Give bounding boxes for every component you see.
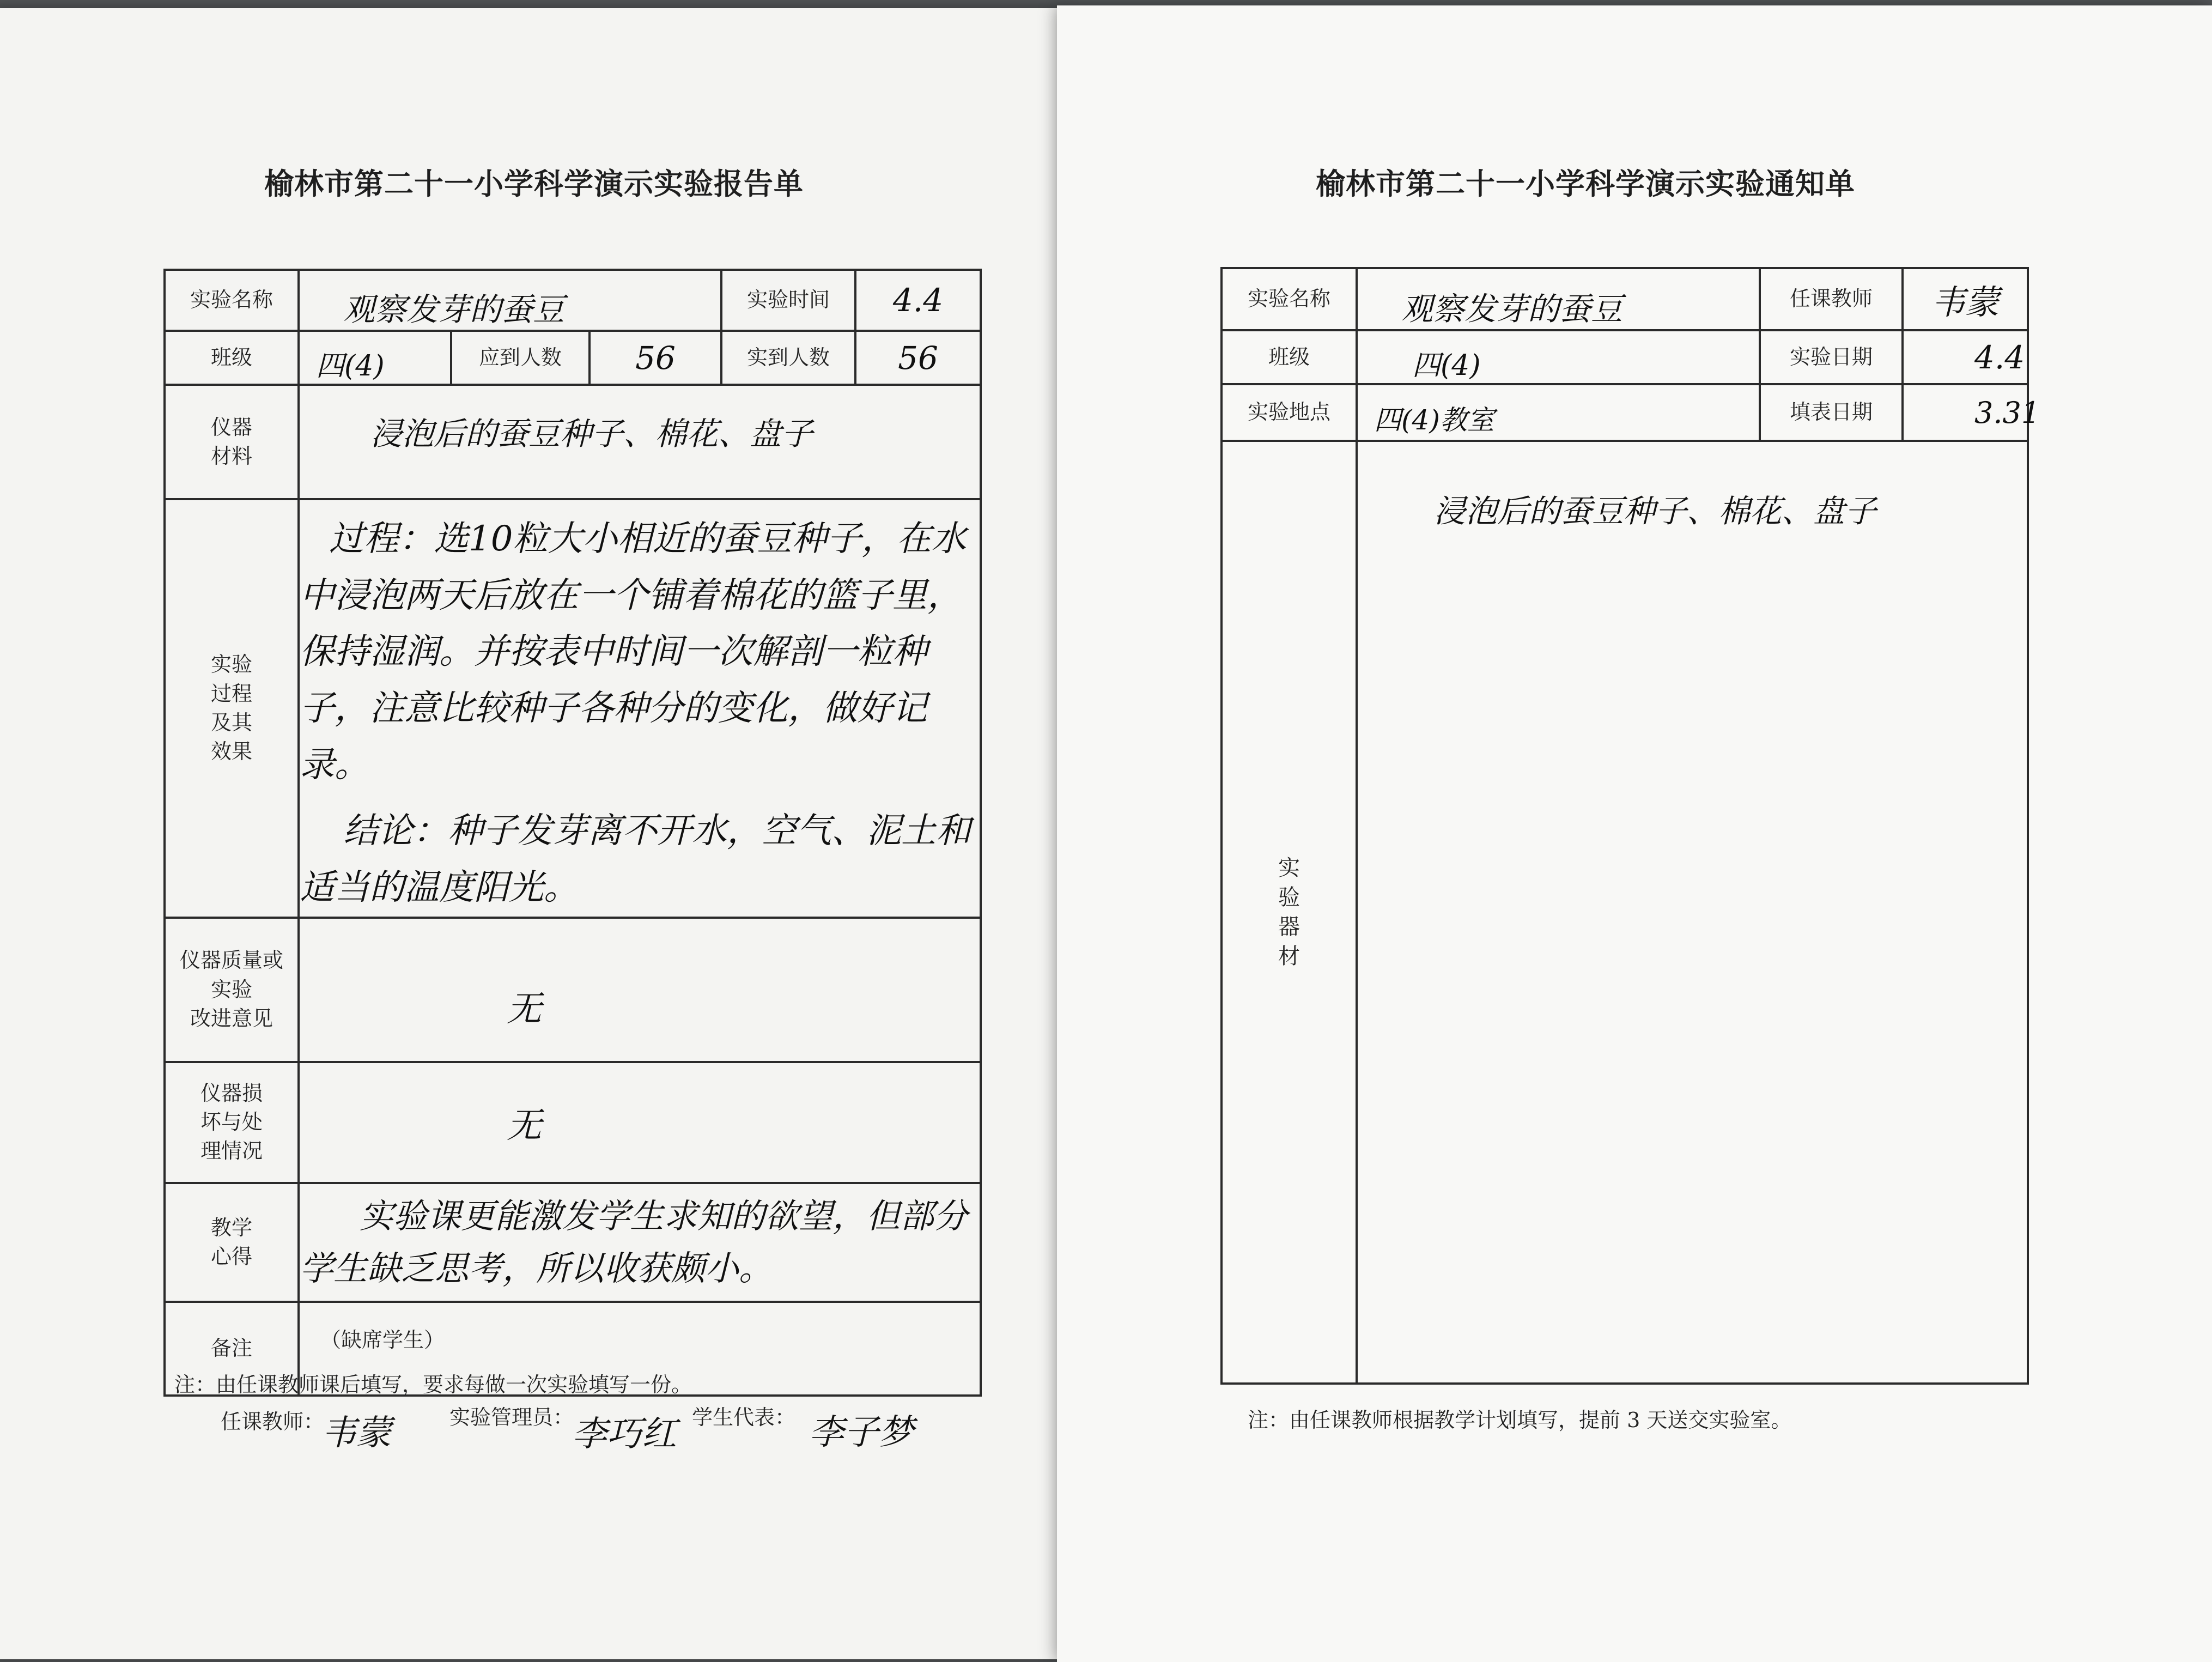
notice-equipment-label-char4: 材 [1278,944,1300,969]
report-sig-student-label: 学生代表： [692,1405,796,1429]
report-actual-label: 实到人数 [721,331,855,385]
report-expected-label: 应到人数 [451,331,590,385]
report-quality-label-line1: 仪器质量或 [179,948,283,973]
notice-date-value: 4.4 [1903,330,2028,384]
report-process-label-line3: 及其 [210,710,252,735]
report-damage-label-line2: 坏与处 [200,1110,263,1135]
report-quality-label-line3: 改进意见 [190,1006,273,1030]
report-sheet [0,8,1062,1659]
notice-equipment-value [1357,441,2028,1384]
report-process-label-line4: 效果 [210,739,252,764]
report-expected-value: 56 [590,331,721,385]
notice-class-label: 班级 [1222,330,1357,384]
notice-fill-date-value: 3.31 [1903,384,2028,441]
report-name-value: 观察发芽的蚕豆 [299,270,721,331]
report-quality-label [165,918,299,1062]
report-sig-teacher-label: 任课教师： [221,1410,325,1434]
report-materials-label-line1: 仪器 [210,415,252,439]
report-title: 榆林市第二十一小学科学演示实验报告单 [264,167,804,201]
report-damage-label [165,1062,299,1183]
report-teaching-value: 实验课更能激发学生求知的欲望，但部分学生缺乏思考，所以收获颇小。 [299,1183,981,1302]
report-quality-label-line2: 实验 [210,977,252,1002]
report-sig-admin-label: 实验管理员： [449,1405,574,1429]
notice-name-value: 观察发芽的蚕豆 [1357,268,1760,330]
report-teaching-label-line2: 心得 [210,1244,252,1269]
report-actual-value: 56 [855,331,981,385]
report-class-label: 班级 [165,331,299,385]
notice-place-label: 实验地点 [1222,384,1357,441]
report-process-label-line1: 实验 [210,652,252,677]
notice-class-value: 四(4) [1357,330,1760,384]
notice-fill-date-label: 填表日期 [1760,384,1903,441]
report-class-value: 四(4) [299,331,451,385]
report-process-label [165,499,299,918]
report-name-label: 实验名称 [165,270,299,331]
report-remark-label: 备注 [165,1302,299,1396]
report-time-label: 实验时间 [721,270,855,331]
notice-equipment-label [1222,441,1357,1384]
report-damage-label-line3: 理情况 [200,1139,263,1163]
notice-equipment-label-char1: 实 [1278,856,1300,881]
report-remark-value: （缺席学生） [299,1302,981,1396]
notice-sheet [1057,5,2212,1662]
report-process-label-line2: 过程 [210,681,252,706]
notice-place-value: 四(4)教室 [1357,384,1760,441]
report-teaching-label [165,1183,299,1302]
report-process-value [299,499,981,918]
report-process-paragraph1: 过程：选10粒大小相近的蚕豆种子，在水中浸泡两天后放在一个铺着棉花的篮子里，保持湿润。并按表中时间一次解剖一粒种子，注意比较种子各种分的变化，做好记录。 [300,519,967,785]
notice-note: 注：由任课教师根据教学计划填写，提前 3 天送交实验室。 [1248,1408,1792,1432]
report-time-value: 4.4 [855,270,981,331]
report-damage-label-line1: 仪器损 [200,1081,263,1105]
report-quality-value: 无 [299,918,981,1062]
report-materials-value: 浸泡后的蚕豆种子、棉花、盘子 [299,385,981,499]
report-process-paragraph2: 结论：种子发芽离不开水，空气、泥土和适当的温度阳光。 [300,811,971,908]
report-note: 注：由任课教师课后填写，要求每做一次实验填写一份。 [174,1373,692,1397]
notice-name-label: 实验名称 [1222,268,1357,330]
notice-equipment-label-char2: 验 [1278,885,1300,910]
notice-equipment-label-char3: 器 [1278,914,1300,939]
report-materials-label [165,385,299,499]
notice-table [1220,267,2040,1385]
report-table [163,269,982,1397]
report-damage-value: 无 [299,1062,981,1183]
notice-teacher-label: 任课教师 [1760,268,1903,330]
report-materials-label-line2: 材料 [210,444,252,468]
notice-teacher-value: 韦蒙 [1903,268,2028,330]
notice-equipment-text: 浸泡后的蚕豆种子、棉花、盘子 [1434,493,1877,530]
notice-title: 榆林市第二十一小学科学演示实验通知单 [1316,167,1855,201]
report-sig-admin: 李巧红 [572,1414,677,1454]
notice-date-label: 实验日期 [1760,330,1903,384]
report-sig-teacher: 韦蒙 [321,1413,391,1453]
report-sig-student: 李子梦 [809,1412,914,1453]
report-teaching-label-line1: 教学 [210,1215,252,1240]
